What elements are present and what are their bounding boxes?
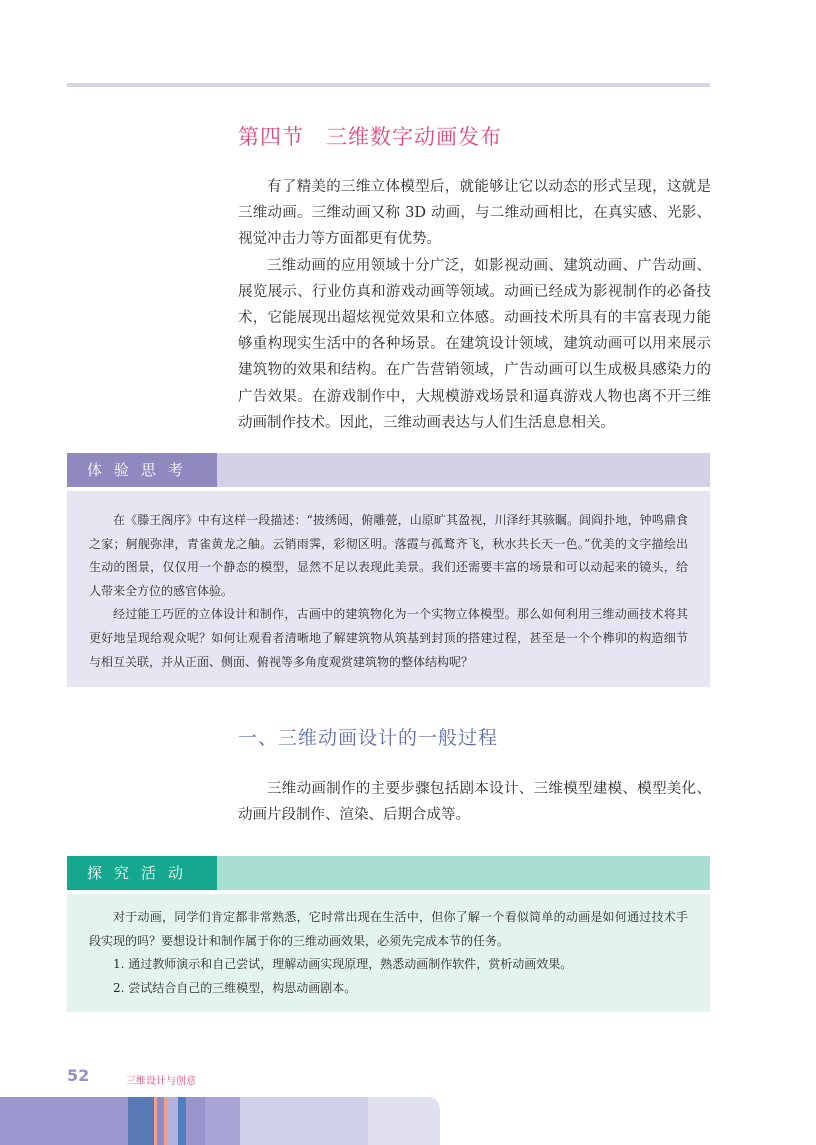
decorative-bottom-band xyxy=(0,1097,440,1145)
explore-item: 1. 通过教师演示和自己尝试，理解动画实现原理，熟悉动画制作软件，赏析动画效果。 xyxy=(113,957,573,972)
explore-box-body xyxy=(67,894,710,1012)
think-box-header xyxy=(67,453,710,487)
body-paragraph: 三维动画制作的主要步骤包括剧本设计、三维模型建模、模型美化、动画片段制作、渲染、后期合成等。 xyxy=(238,781,711,824)
body-paragraph: 有了精美的三维立体模型后，就能够让它以动态的形式呈现，这就是三维动画。三维动画又称 3D 动画，与二维动画相比，在真实感、光影、视觉冲击力等方面都更有优势。 xyxy=(238,179,711,248)
explore-box-header xyxy=(67,856,710,890)
book-title: 三维设计与创意 xyxy=(126,1076,196,1087)
section-body xyxy=(238,174,711,436)
think-paragraph: 经过能工巧匠的立体设计和制作，古画中的建筑物化为一个实物立体模型。那么如何利用三维动画技术将其更好地呈现给观众呢？如何让观看者清晰地了解建筑物从筑基到封顶的搭建过程，甚至是一个个榫卯的构造细节与相互关联，并从正面、侧面、俯视等多角度观赏建筑物的整体结构呢？ xyxy=(89,607,688,669)
subsection-body xyxy=(238,776,711,828)
section-title: 第四节 三维数字动画发布 xyxy=(238,125,502,149)
think-paragraph: 在《滕王阁序》中有这样一段描述：“披绣闼，俯雕甍，山原旷其盈视，川泽纡其骇瞩。闾阎扑地，钟鸣鼎食之家；舸舰弥津，青雀黄龙之舳。云销雨霁，彩彻区明。落霞与孤鹜齐飞，秋水共长天一色。”优美的文字描绘出生动的图景，仅仅用一个静态的模型，显然不足以表现此美景。我们还需要丰富的场景和可以动起来的镜头，给人带来全方位的感官体验。 xyxy=(89,513,688,598)
subsection-title: 一、三维动画设计的一般过程 xyxy=(238,727,499,749)
explore-intro: 对于动画，同学们肯定都非常熟悉，它时常出现在生活中，但你了解一个看似简单的动画是如何通过技术手段实现的吗？要想设计和制作属于你的三维动画效果，必须先完成本节的任务。 xyxy=(89,910,688,948)
think-box-label: 体验思考 xyxy=(67,453,217,487)
think-box-body xyxy=(67,491,710,687)
explore-box-label: 探究活动 xyxy=(67,856,217,890)
explore-box-header-band xyxy=(217,856,710,890)
think-box-header-band xyxy=(217,453,710,487)
body-paragraph: 三维动画的应用领域十分广泛，如影视动画、建筑动画、广告动画、展览展示、行业仿真和游戏动画等领域。动画已经成为影视制作的必备技术，它能展现出超炫视觉效果和立体感。动画技术所具有的丰富表现力能够重构现实生活中的各种场景。在建筑设计领域，建筑动画可以用来展示建筑物的效果和结构。在广告营销领域，广告动画可以生成极具感染力的广告效果。在游戏制作中，大规模游戏场景和逼真游戏人物也离不开三维动画制作技术。因此，三维动画表达与人们生活息息相关。 xyxy=(238,257,711,431)
explore-item: 2. 尝试结合自己的三维模型，构思动画剧本。 xyxy=(113,980,357,995)
top-rule xyxy=(67,83,710,87)
page-number: 52 xyxy=(67,1066,90,1085)
